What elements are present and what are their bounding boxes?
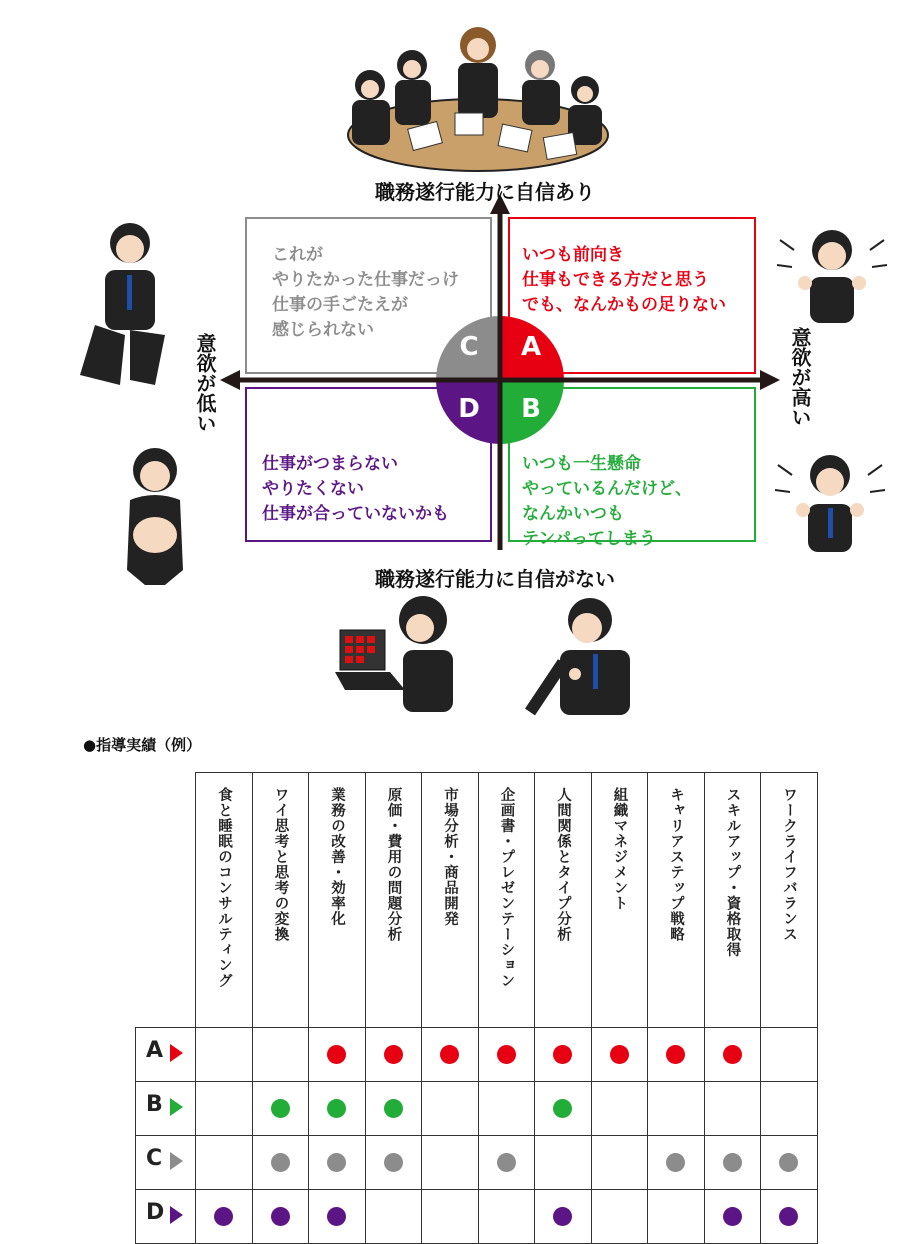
table-cell [535,1082,592,1136]
arrow-left-icon [220,370,240,390]
mark-dot [327,1045,346,1064]
table-cell [365,1082,422,1136]
mark-dot [553,1099,572,1118]
axis-bottom-label: 職務遂行能力に自信がない [375,567,615,591]
table-cell [591,1028,648,1082]
table-cell [478,1082,535,1136]
section-title: ●指導実績（例） [83,736,202,754]
arrow-right-icon [760,370,780,390]
column-header-label: キャリアステップ戦略 [668,787,684,942]
mark-dot [497,1045,516,1064]
table-row [136,1028,818,1082]
triangle-icon [170,1152,183,1170]
table-cell [535,1028,592,1082]
mark-dot [271,1153,290,1172]
table-cell [648,1082,705,1136]
row-label: C [146,1146,163,1171]
table-cell [761,1190,818,1244]
mark-dot [271,1099,290,1118]
table-cell [591,1136,648,1190]
column-header-label: 市場分析・商品開発 [442,787,458,927]
triangle-icon [170,1044,183,1062]
table-row [136,1190,818,1244]
table-cell [535,1190,592,1244]
row-header-b [136,1082,196,1136]
table-cell [365,1028,422,1082]
quadrant-c-text: これが やりたかった仕事だっけ 仕事の手ごたえが 感じられない [272,245,459,340]
column-header [761,773,818,1028]
quadrant-d-text: 仕事がつまらない やりたくない 仕事が合っていないかも [262,454,449,524]
column-header [478,773,535,1028]
table-cell [422,1190,479,1244]
table-cell [309,1082,366,1136]
quadrant-c-letter: C [459,332,479,362]
triangle-icon [170,1098,183,1116]
column-header [252,773,309,1028]
mark-dot [553,1045,572,1064]
row-label: D [146,1200,165,1225]
table-cell [761,1028,818,1082]
mark-dot [214,1207,233,1226]
column-header [309,773,366,1028]
table-cell [422,1082,479,1136]
row-header-c [136,1136,196,1190]
table-cell [761,1136,818,1190]
mark-dot [384,1045,403,1064]
table-cell [591,1082,648,1136]
mark-dot [666,1045,685,1064]
column-header [196,773,253,1028]
table-cell [478,1190,535,1244]
column-header-label: 原価・費用の問題分析 [385,787,402,942]
table-cell [196,1190,253,1244]
column-header [591,773,648,1028]
table-cell [648,1028,705,1082]
table-cell [704,1136,761,1190]
column-header-label: ワークライフバランス [781,787,797,942]
axis-right-label: 意欲が高い [788,327,812,427]
table-cell [478,1136,535,1190]
table-row [136,1136,818,1190]
table-cell [309,1190,366,1244]
column-header [422,773,479,1028]
mark-dot [384,1099,403,1118]
column-header-label: スキルアップ・資格取得 [724,787,741,958]
column-header-label: ワイ思考と思考の変換 [272,787,289,942]
table-cell [422,1136,479,1190]
mark-dot [327,1099,346,1118]
table-cell [535,1136,592,1190]
row-header-d [136,1190,196,1244]
row-label: A [146,1038,164,1063]
table-cell [252,1028,309,1082]
mark-dot [779,1207,798,1226]
mark-dot [553,1207,572,1226]
axis-top-label: 職務遂行能力に自信あり [375,180,595,204]
mark-dot [497,1153,516,1172]
column-header-label: 人間関係とタイプ分析 [555,787,571,942]
quadrant-d-letter: D [458,394,480,424]
table-cell [365,1190,422,1244]
column-header [535,773,592,1028]
mark-dot [327,1153,346,1172]
quadrant-a-letter: A [520,332,542,362]
results-table [135,772,818,1244]
table-cell [309,1136,366,1190]
table-cell [478,1028,535,1082]
row-label: B [146,1092,163,1117]
table-row [136,1082,818,1136]
table-cell [704,1082,761,1136]
column-header [704,773,761,1028]
mark-dot [610,1045,629,1064]
table-cell [252,1136,309,1190]
mark-dot [779,1153,798,1172]
column-header [648,773,705,1028]
row-header-a [136,1028,196,1082]
column-header-label: 企画書・プレゼンテーション [498,787,515,989]
table-corner [136,773,196,1028]
mark-dot [327,1207,346,1226]
table-cell [648,1190,705,1244]
quadrant-b-text: いつも一生懸命 やっているんだけど、 なんかいつも テンパってしまう [522,454,692,549]
table-cell [309,1028,366,1082]
quadrant-a-text: いつも前向き 仕事もできる方だと思う でも、なんかもの足りない [522,245,726,315]
mark-dot [384,1153,403,1172]
column-header-label: 食と睡眠のコンサルティング [216,787,232,989]
table-cell [196,1028,253,1082]
column-header [365,773,422,1028]
triangle-icon [170,1206,183,1224]
table-cell [252,1082,309,1136]
table-cell [196,1136,253,1190]
mark-dot [271,1207,290,1226]
quadrant-b-letter: B [521,394,541,424]
table-cell [422,1028,479,1082]
axis-left-label: 意欲が低い [193,333,217,433]
table-cell [761,1082,818,1136]
table-cell [196,1082,253,1136]
column-header-label: 組織マネジメント [611,787,628,911]
mark-dot [666,1153,685,1172]
table-cell [252,1190,309,1244]
mark-dot [723,1207,742,1226]
table-cell [704,1190,761,1244]
mark-dot [723,1045,742,1064]
table-cell [591,1190,648,1244]
mark-dot [440,1045,459,1064]
column-header-label: 業務の改善・効率化 [329,787,345,927]
mark-dot [723,1153,742,1172]
table-cell [365,1136,422,1190]
table-cell [704,1028,761,1082]
table-cell [648,1136,705,1190]
